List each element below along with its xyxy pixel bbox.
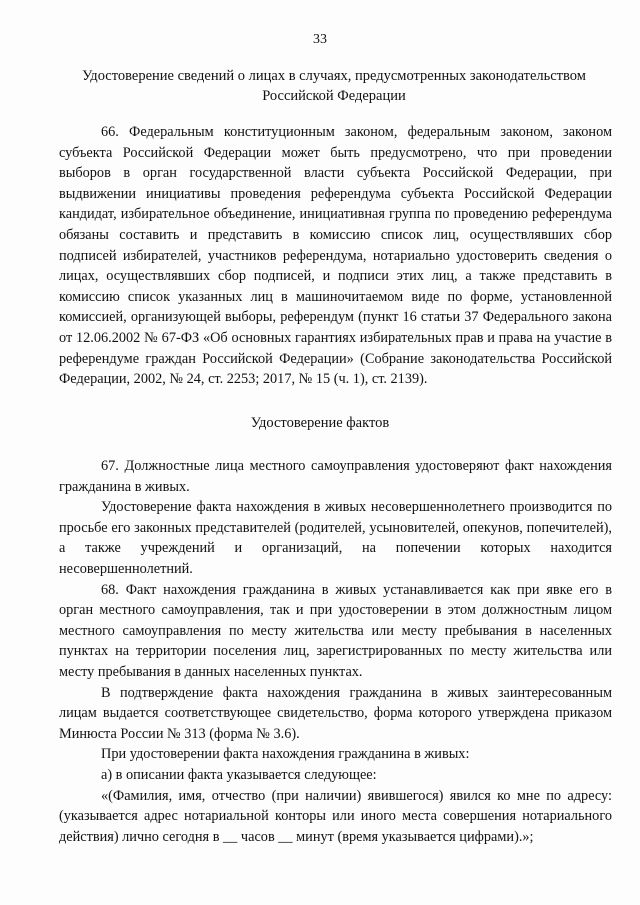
page-heading: Удостоверение сведений о лицах в случаях, предусмотренных законодательством Российской Федерации bbox=[82, 68, 586, 104]
body-bottom bbox=[59, 456, 612, 847]
paragraph-item-a: а) в описании факта указывается следующее: bbox=[101, 766, 377, 783]
section-title: Удостоверение фактов bbox=[250, 415, 390, 431]
paragraph-66: 66. Федеральным конституционным законом, федеральным законом, законом субъекта Российской Федерации может быть предусмотрено, что при проведении выборов в орган государственной власти субъекта Российской Федерации, при выдвижении инициативы проведения референдума субъекта Российской Федерации кандидат, избирательное объединение, инициативная группа по проведению референдума обязаны составить и представить в комиссию список лиц, осуществлявших сбор подписей избирателей, участников референдума, нотариально удостоверить сведения о лицах, осуществлявших сбор подписей, и подписи этих лиц, а также представить в комиссию список указанных лиц в машиночитаемом виде по форме, установленной комиссией, организующей выборы, референдум (пункт 16 статьи 37 Федерального закона от 12.06.2002 № 67-ФЗ «Об основных гарантиях избирательных прав и права на участие в референдуме граждан Российской Федерации» (Собрание законодательства Российской Федерации, 2002, № 24, ст. 2253; 2017, № 15 (ч. 1), ст. 2139). bbox=[59, 124, 612, 388]
body-top bbox=[59, 122, 612, 390]
paragraph-procedure: При удостоверении факта нахождения гражданина в живых: bbox=[101, 746, 470, 763]
paragraph-68: 68. Факт нахождения гражданина в живых устанавливается как при явке его в орган местного самоуправления, так и при удостоверении в этом должностным лицом местного самоуправления по месту жительства или месту пребывания в населенных пунктах на территории поселения лиц, зарегистрированных по месту жительства или месту пребывания в данных населенных пунктах. bbox=[59, 581, 612, 680]
paragraph-minor: Удостоверение факта нахождения в живых несовершеннолетнего производится по просьбе его законных представителей (родителей, усыновителей, опекунов, попечителей), а также учреждений и организаций, на попечении которых находится несовершеннолетний. bbox=[59, 499, 612, 577]
paragraph-67: 67. Должностные лица местного самоуправления удостоверяют факт нахождения гражданина в живых. bbox=[59, 458, 612, 495]
paragraph-quote: «(Фамилия, имя, отчество (при наличии) явившегося) явился ко мне по адресу: (указывается адрес нотариальной конторы или иного места совершения нотариального действия) лично сегодня в __ часов __ минут (время указывается цифрами).»; bbox=[59, 787, 612, 845]
page-number: 33 bbox=[313, 32, 327, 47]
paragraph-certificate: В подтверждение факта нахождения гражданина в живых заинтересованным лицам выдается соответствующее свидетельство, форма которого утверждена приказом Минюста России № 313 (форма № 3.6). bbox=[59, 684, 612, 742]
